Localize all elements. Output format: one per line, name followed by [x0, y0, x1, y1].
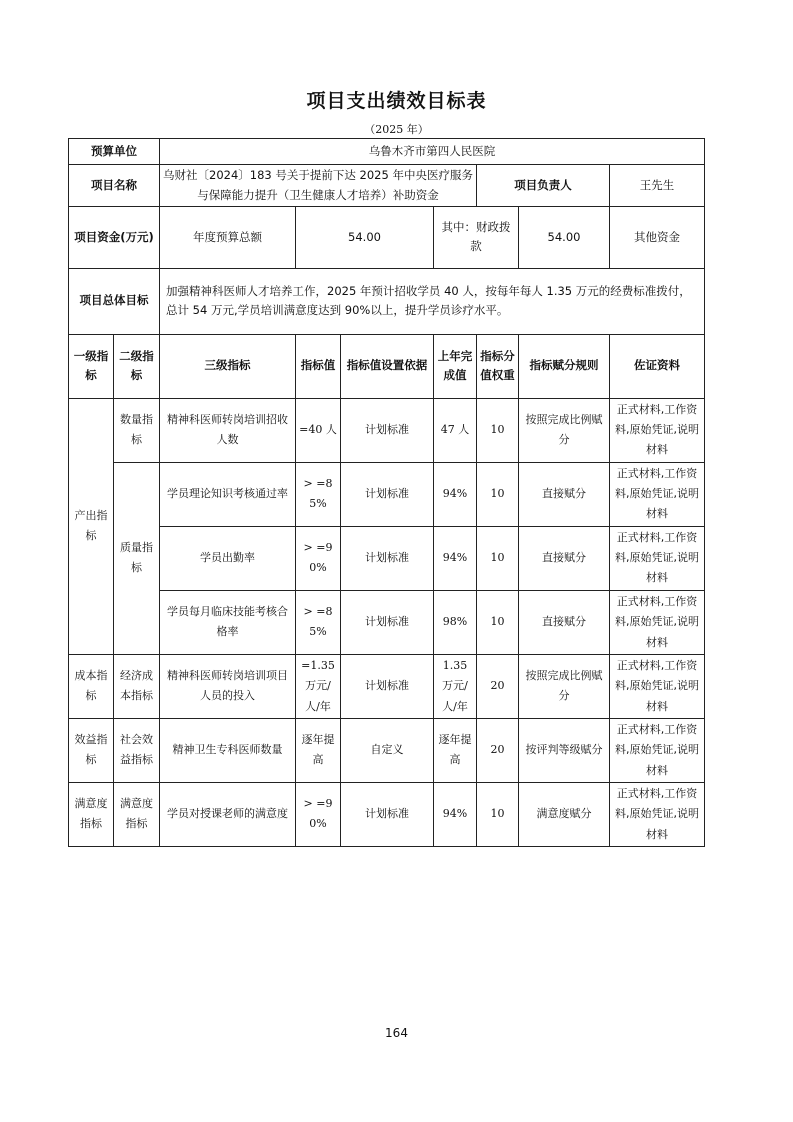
project-name-row — [69, 165, 705, 207]
indicator-value: 逐年提高 — [296, 718, 341, 782]
project-name-label: 项目名称 — [69, 165, 160, 207]
indicator-value: =1.35 万元/人/年 — [296, 654, 341, 718]
group-satisfaction-sub: 满意度指标 — [114, 782, 160, 846]
goal-value: 加强精神科医师人才培养工作，2025 年预计招收学员 40 人，按每年每人 1.35 万元的经费标准拨付，总计 54 万元,学员培训满意度达到 90%以上，提升学员诊疗水平。 — [160, 268, 705, 334]
indicator-value: > =85% — [296, 590, 341, 654]
goal-label: 项目总体目标 — [69, 268, 160, 334]
funds-row — [69, 207, 705, 269]
indicator-rule: 按照完成比例赋分 — [519, 398, 610, 462]
header-basis: 指标值设置依据 — [341, 334, 434, 398]
page-title: 项目支出绩效目标表 — [306, 90, 487, 112]
budget-unit-row — [69, 139, 705, 165]
indicator-value: > =90% — [296, 782, 341, 846]
group-output-quality: 质量指标 — [114, 462, 160, 654]
indicator-weight: 10 — [477, 590, 519, 654]
table-row — [69, 782, 705, 846]
indicator-basis: 计划标准 — [341, 590, 434, 654]
group-satisfaction: 满意度指标 — [69, 782, 114, 846]
group-benefit-social: 社会效益指标 — [114, 718, 160, 782]
indicator-basis: 计划标准 — [341, 398, 434, 462]
group-output: 产出指标 — [69, 398, 114, 654]
performance-table — [68, 138, 705, 847]
indicator-evidence: 正式材料,工作资料,原始凭证,说明材料 — [610, 590, 705, 654]
table-row — [69, 654, 705, 718]
indicator-basis: 计划标准 — [341, 782, 434, 846]
indicator-evidence: 正式材料,工作资料,原始凭证,说明材料 — [610, 782, 705, 846]
indicator-rule: 直接赋分 — [519, 462, 610, 526]
group-output-quantity: 数量指标 — [114, 398, 160, 462]
table-row — [69, 526, 705, 590]
table-row — [69, 398, 705, 462]
fiscal-label: 其中：财政拨款 — [434, 207, 519, 269]
indicator-name: 学员出勤率 — [160, 526, 296, 590]
indicator-evidence: 正式材料,工作资料,原始凭证,说明材料 — [610, 398, 705, 462]
annual-budget-label: 年度预算总额 — [160, 207, 296, 269]
indicator-rule: 按照完成比例赋分 — [519, 654, 610, 718]
header-rule: 指标赋分规则 — [519, 334, 610, 398]
header-row — [69, 334, 705, 398]
indicator-last-year: 94% — [434, 526, 477, 590]
indicator-weight: 10 — [477, 462, 519, 526]
group-cost: 成本指标 — [69, 654, 114, 718]
indicator-name: 学员理论知识考核通过率 — [160, 462, 296, 526]
owner-value: 王先生 — [610, 165, 705, 207]
header-level2: 二级指标 — [114, 334, 160, 398]
budget-unit-label: 预算单位 — [69, 139, 160, 165]
indicator-last-year: 94% — [434, 782, 477, 846]
project-name-value: 乌财社〔2024〕183 号关于提前下达 2025 年中央医疗服务与保障能力提升（卫生健康人才培养）补助资金 — [160, 165, 477, 207]
indicator-weight: 20 — [477, 654, 519, 718]
fiscal-value: 54.00 — [519, 207, 610, 269]
header-last-year: 上年完成值 — [434, 334, 477, 398]
indicator-evidence: 正式材料,工作资料,原始凭证,说明材料 — [610, 462, 705, 526]
annual-budget-value: 54.00 — [296, 207, 434, 269]
indicator-rule: 按评判等级赋分 — [519, 718, 610, 782]
indicator-value: > =90% — [296, 526, 341, 590]
indicator-basis: 计划标准 — [341, 526, 434, 590]
indicator-name: 精神卫生专科医师数量 — [160, 718, 296, 782]
indicator-rule: 满意度赋分 — [519, 782, 610, 846]
indicator-last-year: 98% — [434, 590, 477, 654]
table-row — [69, 462, 705, 526]
indicator-basis: 计划标准 — [341, 462, 434, 526]
indicator-name: 精神科医师转岗培训项目人员的投入 — [160, 654, 296, 718]
indicator-weight: 10 — [477, 526, 519, 590]
goal-row — [69, 268, 705, 334]
table-row — [69, 590, 705, 654]
indicator-rule: 直接赋分 — [519, 526, 610, 590]
owner-label: 项目负责人 — [477, 165, 610, 207]
year-label: （2025 年） — [364, 123, 429, 136]
funds-label: 项目资金(万元) — [69, 207, 160, 269]
indicator-last-year: 94% — [434, 462, 477, 526]
group-benefit: 效益指标 — [69, 718, 114, 782]
indicator-rule: 直接赋分 — [519, 590, 610, 654]
indicator-name: 精神科医师转岗培训招收人数 — [160, 398, 296, 462]
header-evidence: 佐证资料 — [610, 334, 705, 398]
indicator-value: =40 人 — [296, 398, 341, 462]
indicator-weight: 10 — [477, 398, 519, 462]
indicator-weight: 20 — [477, 718, 519, 782]
indicator-weight: 10 — [477, 782, 519, 846]
indicator-last-year: 1.35 万元/人/年 — [434, 654, 477, 718]
indicator-basis: 计划标准 — [341, 654, 434, 718]
indicator-name: 学员对授课老师的满意度 — [160, 782, 296, 846]
header-level1: 一级指标 — [69, 334, 114, 398]
other-label: 其他资金 — [610, 207, 705, 269]
header-level3: 三级指标 — [160, 334, 296, 398]
indicator-basis: 自定义 — [341, 718, 434, 782]
indicator-name: 学员每月临床技能考核合格率 — [160, 590, 296, 654]
indicator-last-year: 逐年提高 — [434, 718, 477, 782]
indicator-evidence: 正式材料,工作资料,原始凭证,说明材料 — [610, 718, 705, 782]
indicator-evidence: 正式材料,工作资料,原始凭证,说明材料 — [610, 526, 705, 590]
indicator-value: > =85% — [296, 462, 341, 526]
group-cost-economic: 经济成本指标 — [114, 654, 160, 718]
indicator-evidence: 正式材料,工作资料,原始凭证,说明材料 — [610, 654, 705, 718]
indicator-last-year: 47 人 — [434, 398, 477, 462]
header-value: 指标值 — [296, 334, 341, 398]
page-number: 164 — [385, 1026, 408, 1040]
budget-unit-value: 乌鲁木齐市第四人民医院 — [160, 139, 705, 165]
table-row — [69, 718, 705, 782]
header-weight: 指标分值权重 — [477, 334, 519, 398]
